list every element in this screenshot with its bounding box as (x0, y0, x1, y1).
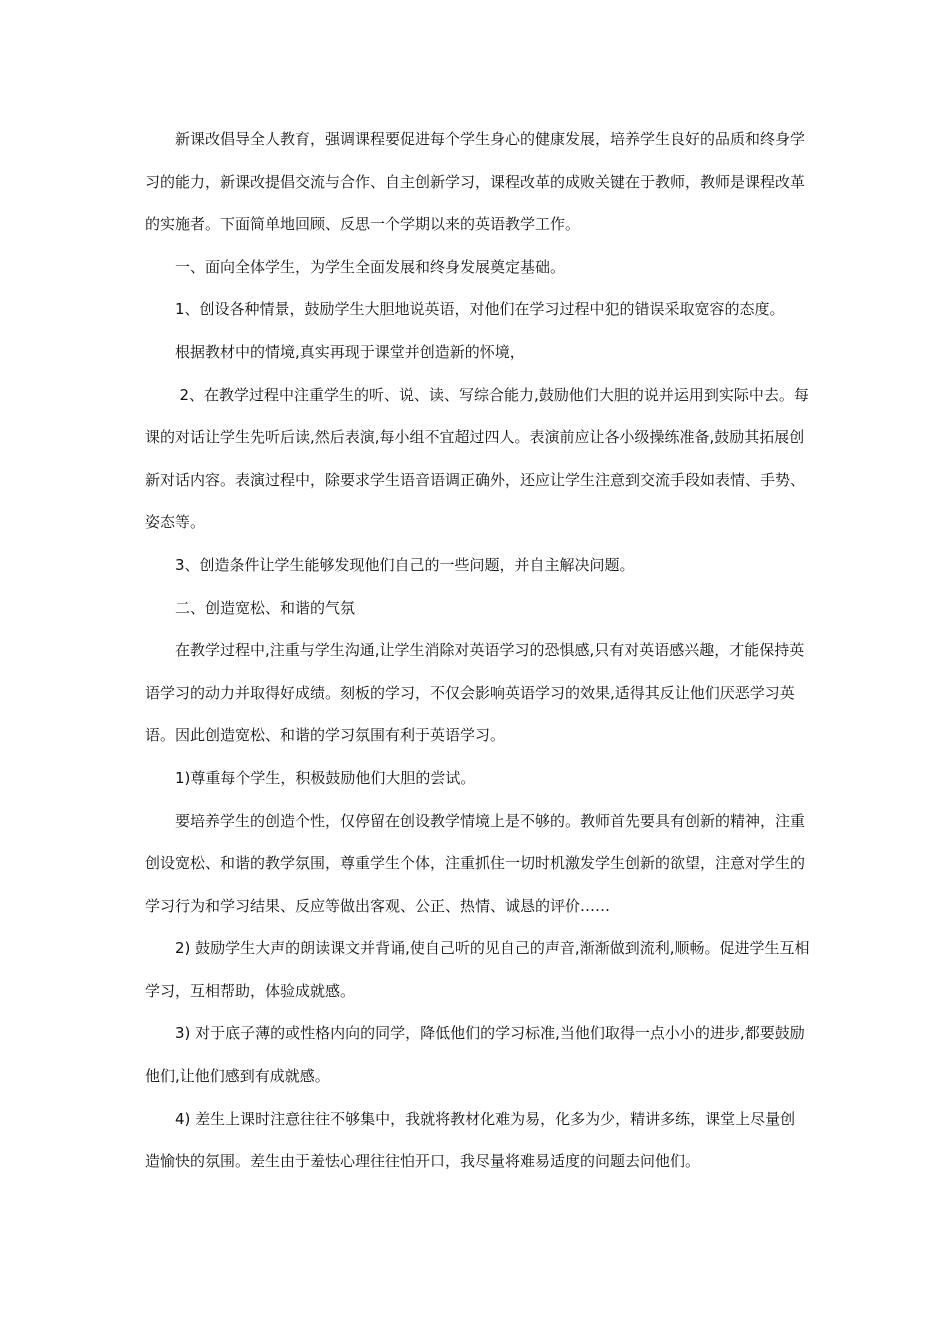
paragraph-context: 根据教材中的情境,真实再现于课堂并创造新的怀境， (175, 342, 525, 361)
paragraph-intro: 新课改倡导全人教育，强调课程要促进每个学生身心的健康发展，培养学生良好的品质和终身学习的能力，新课改提倡交流与合作、自主创新学习，课程改革的成败关键在于教师，教师是课程改革的实施者。下面简单地回顾、反思一个学期以来的英语教学工作。 (145, 130, 806, 234)
heading-section-2: 二、创造宽松、和谐的气氛 (175, 598, 356, 617)
paragraph-atmosphere: 在教学过程中,注重与学生沟通,让学生消除对英语学习的恐惧感,只有对英语感兴趣，才能保持英语学习的动力并取得好成绩。刻板的学习，不仅会影响英语学习的效果,适得其反让他们厌恶学习英语。因此创造宽松、和谐的学习氛围有利于英语学习。 (145, 641, 805, 745)
heading-section-1: 一、面向全体学生，为学生全面发展和终身发展奠定基础。 (175, 257, 566, 276)
paragraph-point-1: 1、创设各种情景，鼓励学生大胆地说英语，对他们在学习过程中犯的错误采取宽容的态度。 (175, 300, 785, 319)
paragraph-item-2: 2) 鼓励学生大声的朗读课文并背诵,使自己听的见自己的声音,渐渐做到流利,顺畅。促进学生互相学习，互相帮助，体验成就感。 (145, 939, 810, 1000)
paragraph-item-1: 1)尊重每个学生，积极鼓励他们大胆的尝试。 (175, 768, 476, 787)
paragraph-item-3: 3) 对于底子薄的或性格内向的同学，降低他们的学习标准,当他们取得一点小小的进步,都要鼓励他们,让他们感到有成就感。 (145, 1024, 805, 1086)
paragraph-point-3: 3、创造条件让学生能够发现他们自己的一些问题，并自主解决问题。 (175, 555, 635, 574)
document-body (145, 118, 810, 1183)
paragraph-creativity: 要培养学生的创造个性，仅停留在创设教学情境上是不够的。教师首先要具有创新的精神，注重创设宽松、和谐的教学氛围，尊重学生个体，注重抓住一切时机激发学生创新的欲望，注意对学生的学习行为和学习结果、反应等做出客观、公正、热情、诚恳的评价…… (145, 811, 806, 915)
paragraph-point-2: 2、在教学过程中注重学生的听、说、读、写综合能力,鼓励他们大胆的说并运用到实际中去。每课的对话让学生先听后读,然后表演,每小组不宜超过四人。表演前应让各小级操练准备,鼓励其拓展创新对话内容。表演过程中，除要求学生语音语调正确外，还应让学生注意到交流手段如表情、手势、姿态等。 (145, 385, 809, 532)
paragraph-item-4: 4) 差生上课时注意往往不够集中，我就将教材化难为易，化多为少，精讲多练，课堂上尽量创造愉快的氛围。差生由于羞怯心理往往怕开口，我尽量将难易适度的问题去问他们。 (145, 1109, 796, 1171)
